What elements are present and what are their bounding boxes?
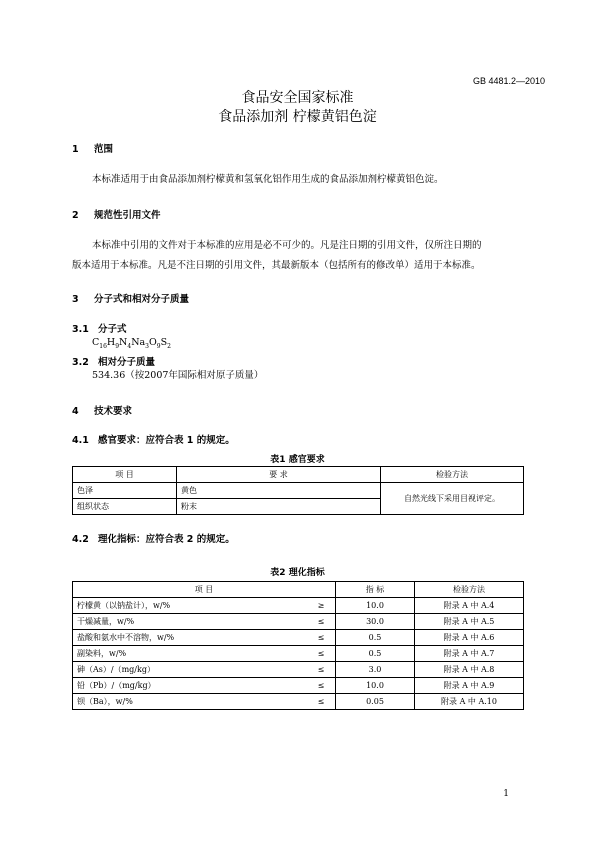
title-line-1: 食品安全国家标准 — [241, 90, 354, 106]
table-cell-method: 附录 A 中 A.4 — [415, 598, 524, 614]
subsection-number: 3.1 — [72, 324, 89, 335]
section-number: 4 — [72, 406, 79, 417]
table-row — [73, 678, 524, 694]
section-number: 1 — [72, 144, 79, 155]
subsection-number: 4.2 — [72, 534, 89, 545]
subsection-number: 4.1 — [72, 435, 89, 446]
table-cell-value: 0.5 — [336, 646, 415, 662]
table-cell: 黄色 — [177, 483, 381, 499]
table-cell: 粉末 — [177, 499, 381, 515]
table-cell-value: 0.5 — [336, 630, 415, 646]
table-cell-value: 3.0 — [336, 662, 415, 678]
table-header-cell: 指 标 — [336, 582, 415, 598]
table-cell: 色泽 — [73, 483, 177, 499]
subsection-title: 相对分子质量 — [98, 357, 156, 368]
section-4-1-heading — [72, 432, 235, 446]
table-row — [73, 598, 524, 614]
molecular-formula: $C_{16}H_9N_4Na_3O_9S_2$ — [92, 337, 171, 350]
title-line-2: 食品添加剂 柠檬黄铝色淀 — [218, 109, 377, 125]
section-title: 分子式和相对分子质量 — [94, 294, 190, 305]
subsection-number: 3.2 — [72, 357, 89, 368]
section-2-body-line-1: 本标准中引用的文件对于本标准的应用是必不可少的。凡是注日期的引用文件，仅所注日期的 — [92, 240, 482, 251]
section-title: 范围 — [94, 144, 114, 155]
table-cell-item: 干燥减量，w/% — [73, 614, 308, 630]
table-cell-operator: ≥ — [307, 598, 336, 614]
table-cell-operator: ≤ — [307, 678, 336, 694]
table-row — [73, 614, 524, 630]
table-row — [73, 646, 524, 662]
section-1-heading — [72, 141, 113, 155]
subsection-title: 分子式 — [98, 324, 127, 335]
table-cell-method: 附录 A 中 A.10 — [415, 694, 524, 710]
table-cell-value: 0.05 — [336, 694, 415, 710]
subsection-title: 感官要求：应符合表 1 的规定。 — [98, 435, 235, 446]
section-title: 技术要求 — [94, 406, 133, 417]
table-header-cell: 项 目 — [73, 582, 336, 598]
table-header-row — [73, 582, 524, 598]
section-number: 2 — [72, 210, 79, 221]
section-3-heading — [72, 291, 189, 305]
table-1-caption: 表1 感官要求 — [270, 455, 325, 465]
section-number: 3 — [72, 294, 79, 305]
table-row — [73, 662, 524, 678]
table-2 — [72, 581, 524, 710]
table-header-cell: 项 目 — [73, 467, 177, 483]
table-cell-item: 钡（Ba），w/% — [73, 694, 308, 710]
page-number: 1 — [503, 789, 509, 799]
table-row — [73, 630, 524, 646]
table-cell-value: 30.0 — [336, 614, 415, 630]
table-cell-operator: ≤ — [307, 614, 336, 630]
section-1-body: 本标准适用于由食品添加剂柠檬黄和氢氧化铝作用生成的食品添加剂柠檬黄铝色淀。 — [92, 174, 444, 185]
table-cell-method: 附录 A 中 A.5 — [415, 614, 524, 630]
section-4-heading — [72, 403, 132, 417]
table-cell-method: 附录 A 中 A.6 — [415, 630, 524, 646]
section-2-heading — [72, 207, 161, 221]
table-header-row — [73, 467, 524, 483]
table-cell-item: 副染料，w/% — [73, 646, 308, 662]
table-2-caption: 表2 理化指标 — [270, 568, 325, 578]
table-cell-method: 附录 A 中 A.9 — [415, 678, 524, 694]
table-cell-item: 铅（Pb）/（mg/kg） — [73, 678, 308, 694]
table-header-cell: 检验方法 — [415, 582, 524, 598]
table-cell-operator: ≤ — [307, 646, 336, 662]
subsection-title: 理化指标：应符合表 2 的规定。 — [98, 534, 235, 545]
table-cell-item: 柠檬黄（以钠盐计），w/% — [73, 598, 308, 614]
table-cell-operator: ≤ — [307, 662, 336, 678]
section-2-body-line-2: 版本适用于本标准。凡是不注日期的引用文件，其最新版本（包括所有的修改单）适用于本标准。 — [72, 260, 481, 271]
table-cell: 组织状态 — [73, 499, 177, 515]
table-cell-value: 10.0 — [336, 678, 415, 694]
table-header-cell: 检验方法 — [381, 467, 524, 483]
table-1 — [72, 466, 524, 515]
table-cell-method: 附录 A 中 A.8 — [415, 662, 524, 678]
section-title: 规范性引用文件 — [94, 210, 161, 221]
table-header-cell: 要 求 — [177, 467, 381, 483]
table-cell-method: 附录 A 中 A.7 — [415, 646, 524, 662]
table-cell-method: 自然光线下采用目视评定。 — [381, 483, 524, 515]
table-cell-item: 盐酸和氨水中不溶物，w/% — [73, 630, 308, 646]
table-cell-operator: ≤ — [307, 694, 336, 710]
table-cell-value: 10.0 — [336, 598, 415, 614]
molecular-mass: 534.36（按2007年国际相对原子质量） — [92, 370, 264, 381]
table-row — [73, 694, 524, 710]
table-row — [73, 483, 524, 499]
standard-code: GB 4481.2—2010 — [472, 76, 545, 86]
table-cell-item: 砷（As）/（mg/kg） — [73, 662, 308, 678]
section-4-2-heading — [72, 531, 235, 545]
table-cell-operator: ≤ — [307, 630, 336, 646]
